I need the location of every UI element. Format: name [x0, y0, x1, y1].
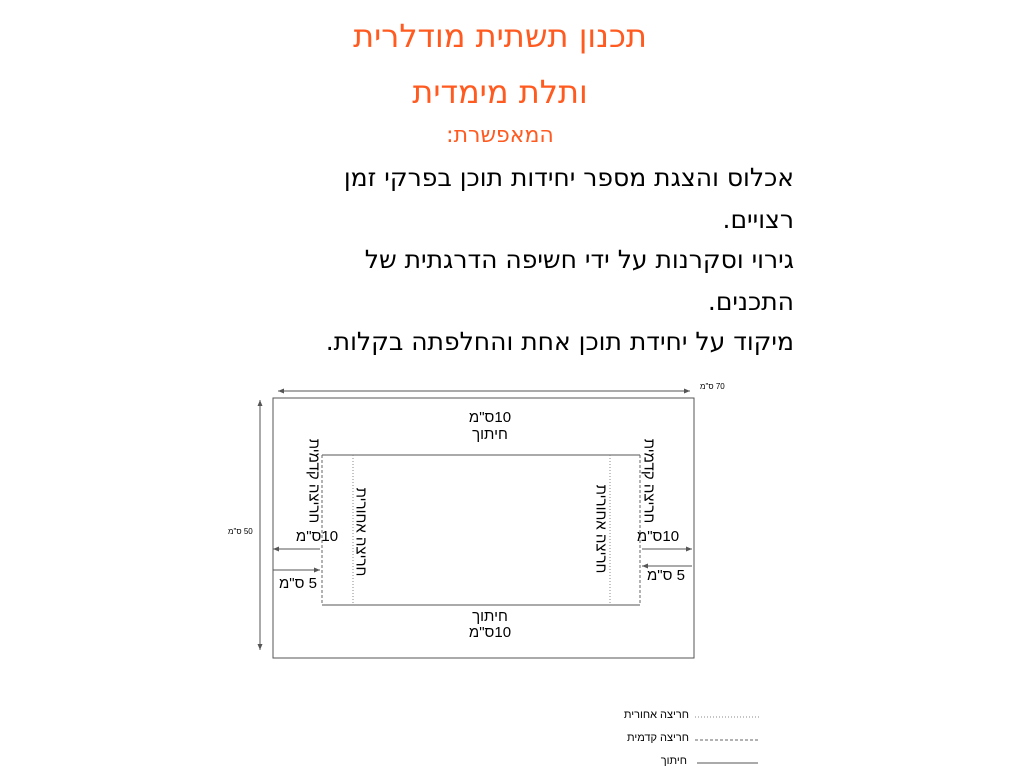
left-10-label: 10ס"מ: [295, 528, 339, 545]
title-line-2: ותלת מימדית: [412, 73, 588, 111]
right-10-arrowhead: [686, 547, 692, 552]
right-front-label: חריצה קדמית: [640, 438, 658, 524]
left-5-label: 5 ס"מ: [279, 575, 317, 592]
width-arrow-left: [278, 389, 284, 394]
left-10-arrowhead: [273, 547, 279, 552]
bottom-cut-label: חיתוך: [472, 608, 508, 625]
left-back-label: חריצה אחורית: [352, 487, 370, 577]
legend-back-fold: חריצה אחורית: [623, 709, 689, 721]
left-5-arrowhead: [314, 568, 320, 573]
right-10-label: 10ס"מ: [636, 528, 680, 545]
width-arrow-right: [684, 389, 690, 394]
height-arrow-bottom: [258, 644, 263, 650]
bullet-2-line-1: גירוי וסקרנות על ידי חשיפה הדרגתית של: [364, 245, 794, 274]
title-line-1: תכנון תשתית מודלרית: [353, 17, 647, 55]
bullet-3-line-1: מיקוד על יחידת תוכן אחת והחלפתה בקלות.: [325, 327, 794, 356]
width-label: 70 ס"מ: [700, 382, 725, 391]
bullet-1-line-1: אכלוס והצגת מספר יחידות תוכן בפרקי זמן: [343, 163, 794, 192]
top-dim-label: 10ס"מ: [468, 409, 512, 426]
legend-cut: חיתוך: [660, 755, 687, 767]
height-label: 50 ס"מ: [228, 527, 253, 536]
height-arrow-top: [258, 400, 263, 406]
bottom-dim-label: 10ס"מ: [468, 624, 512, 641]
right-5-label: 5 ס"מ: [647, 567, 685, 584]
bullet-2-line-2: התכנים.: [707, 287, 794, 316]
bullet-1-line-2: רצויים.: [722, 205, 794, 234]
legend-front-fold: חריצה קדמית: [626, 732, 689, 744]
subtitle: המאפשרת:: [446, 123, 554, 148]
top-cut-label: חיתוך: [472, 426, 508, 443]
right-back-label: חריצה אחורית: [592, 484, 610, 574]
left-front-label: חריצה קדמית: [305, 438, 323, 524]
